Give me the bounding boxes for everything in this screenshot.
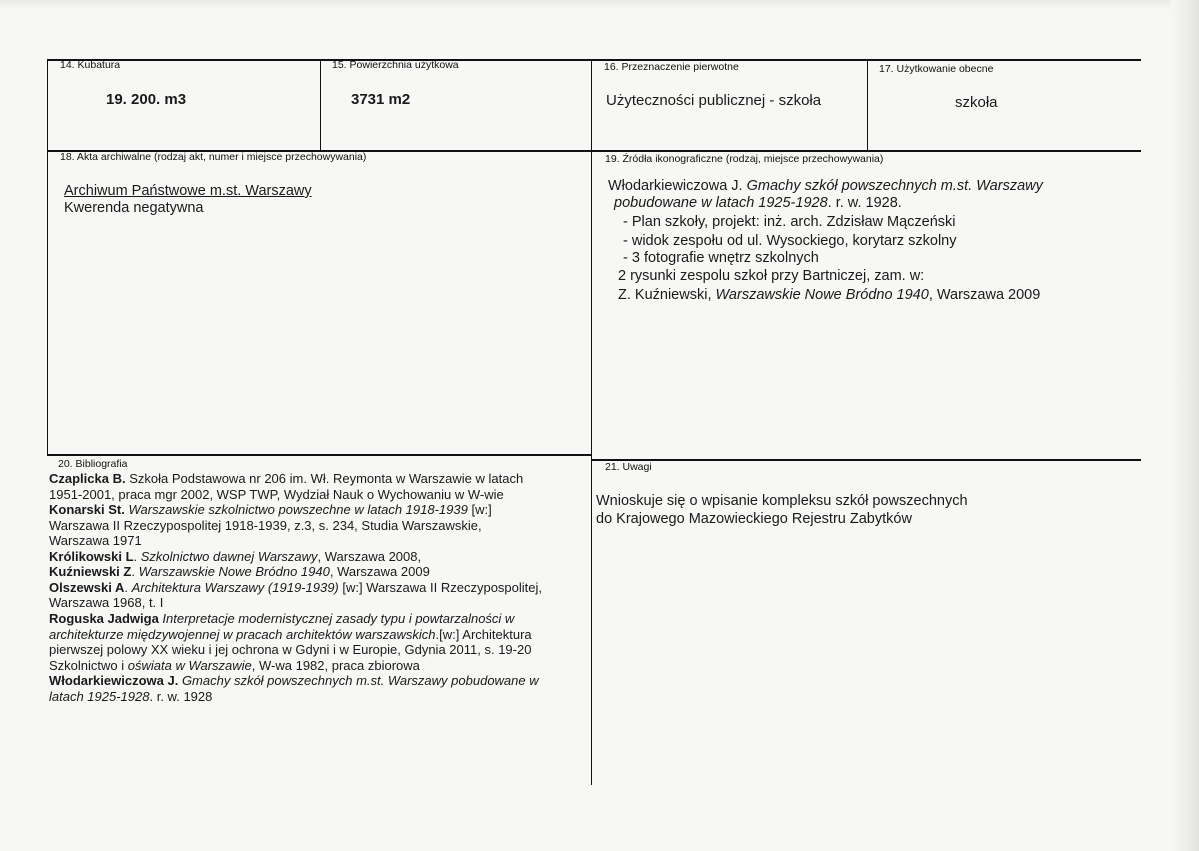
bib-title: latach 1925-1928 [49, 689, 150, 704]
bib-text: , Warszawa 2008, [317, 549, 422, 564]
left-border [47, 59, 48, 454]
scan-edge-top [0, 0, 1199, 10]
bib-text: Szkoła Podstawowa nr 206 im. Wł. Reymonta w Warszawie w latach [125, 471, 524, 486]
bib-text: [w:] Warszawa II Rzeczypospolitej, [338, 580, 542, 595]
field-18-label: 18. Akta archiwalne (rodzaj akt, numer i miejsce przechowywania) [60, 151, 367, 163]
bib-text: Szkolnictwo i [49, 658, 128, 673]
bib-title: Architektura Warszawy (1919-1939) [131, 580, 339, 595]
bib-text: . r. w. 1928 [149, 689, 213, 704]
iconography-author-2: Z. Kuźniewski, [618, 287, 716, 303]
field-14-value: 19. 200. m3 [106, 91, 187, 108]
iconography-author: Włodarkiewiczowa J. [608, 178, 747, 194]
bib-text: , W-wa 1982, praca zbiorowa [251, 658, 420, 673]
center-divider [591, 59, 592, 785]
field-15-value: 3731 m2 [351, 91, 411, 108]
bib-title: Szkolnictwo dawnej Warszawy [140, 549, 318, 564]
field-16-label: 16. Przeznaczenie pierwotne [604, 61, 739, 73]
bib-author: Olszewski A [49, 580, 125, 595]
bib-title: Interpretacje modernistycznej zasady typu i powtarzalności w [158, 611, 515, 626]
divider-14-15 [320, 59, 321, 150]
bib-text: . [124, 580, 132, 595]
bibliography-line-8 [49, 580, 542, 595]
bib-author: Kuźniewski Z [49, 564, 132, 579]
divider-16-17 [867, 59, 868, 150]
field-14-label: 14. Kubatura [60, 59, 121, 71]
bib-title: Warszawskie Nowe Bródno 1940 [138, 564, 330, 579]
scan-edge-right [1171, 0, 1199, 851]
bibliography-line-12: pierwszej polowy XX wieku i jej ochrona w Gdyni i w Europie, Gdynia 2011, s. 19-20 [49, 642, 532, 657]
field-17-value: szkoła [955, 94, 998, 111]
top-border [47, 59, 1141, 61]
bibliography-line-3 [49, 502, 492, 517]
bibliography-line-15 [49, 689, 212, 704]
field-19-label: 19. Źródła ikonograficzne (rodzaj, miejsce przechowywania) [605, 153, 884, 165]
iconography-year: . r. w. 1928. [827, 195, 902, 211]
bibliography-line-4: Warszawa II Rzeczypospolitej 1918-1939, z.3, s. 234, Studia Warszawskie, [49, 518, 482, 533]
remarks-line-1: Wnioskuje się o wpisanie kompleksu szkół powszechnych [596, 493, 968, 509]
iconography-title: Gmachy szkół powszechnych m.st. Warszawy [746, 178, 1043, 194]
bib-text: , Warszawa 2009 [329, 564, 430, 579]
row2-bottom-border-right [591, 459, 1141, 461]
iconography-line-5: - 3 fotografie wnętrz szkolnych [623, 250, 819, 266]
bib-text: . [131, 564, 139, 579]
bibliography-line-9: Warszawa 1968, t. I [49, 595, 164, 610]
iconography-title-2: Warszawskie Nowe Bródno 1940 [715, 287, 929, 303]
bibliography-line-2: 1951-2001, praca mgr 2002, WSP TWP, Wydział Nauk o Wychowaniu w W-wie [49, 487, 504, 502]
bib-title: Gmachy szkół powszechnych m.st. Warszawy pobudowane w [178, 673, 539, 688]
row2-bottom-border-left [47, 454, 591, 456]
iconography-pub-2: , Warszawa 2009 [928, 287, 1041, 303]
bib-title: oświata w Warszawie [127, 658, 252, 673]
iconography-line-3: - Plan szkoły, projekt: inż. arch. Zdzisław Mączeński [623, 214, 956, 230]
field-16-value: Użyteczności publicznej - szkoła [606, 92, 822, 109]
bibliography-line-11 [49, 627, 532, 642]
bib-author: Roguska Jadwiga [49, 611, 159, 626]
bibliography-line-6 [49, 549, 421, 564]
bib-text: [w:] [467, 502, 492, 517]
bib-text: . [133, 549, 141, 564]
iconography-title-cont: pobudowane w latach 1925-1928 [614, 195, 828, 211]
bib-title: Warszawskie szkolnictwo powszechne w latach 1918-1939 [124, 502, 468, 517]
bibliography-line-1 [49, 471, 523, 486]
field-17-label: 17. Użytkowanie obecne [879, 63, 994, 75]
bib-author: Konarski St. [49, 502, 125, 517]
bib-author: Włodarkiewiczowa J. [49, 673, 179, 688]
bib-author: Królikowski L [49, 549, 134, 564]
iconography-line-1 [608, 178, 1043, 195]
iconography-line-4: - widok zespołu od ul. Wysockiego, korytarz szkolny [623, 233, 957, 249]
field-20-label: 20. Bibliografia [58, 458, 128, 470]
remarks-line-2: do Krajowego Mazowieckiego Rejestru Zabytków [596, 511, 912, 527]
bibliography-line-14 [49, 673, 539, 688]
bib-text: .[w:] Architektura [435, 627, 532, 642]
archive-query-result: Kwerenda negatywna [64, 200, 204, 216]
bib-title: architekturze międzywojennej w pracach architektów warszawskich [49, 627, 436, 642]
bib-author: Czaplicka B. [49, 471, 126, 486]
archive-name: Archiwum Państwowe m.st. Warszawy [64, 183, 312, 199]
bibliography-line-10 [49, 611, 514, 626]
iconography-line-6: 2 rysunki zespolu szkoł przy Bartniczej, zam. w: [618, 268, 925, 284]
field-15-label: 15. Powierzchnia użytkowa [332, 59, 459, 71]
bibliography-line-7 [49, 564, 430, 579]
field-21-label: 21. Uwagi [605, 461, 652, 473]
iconography-line-2 [614, 195, 902, 212]
iconography-line-7 [618, 287, 1040, 304]
bibliography-line-13 [49, 658, 420, 673]
bibliography-line-5: Warszawa 1971 [49, 533, 142, 548]
